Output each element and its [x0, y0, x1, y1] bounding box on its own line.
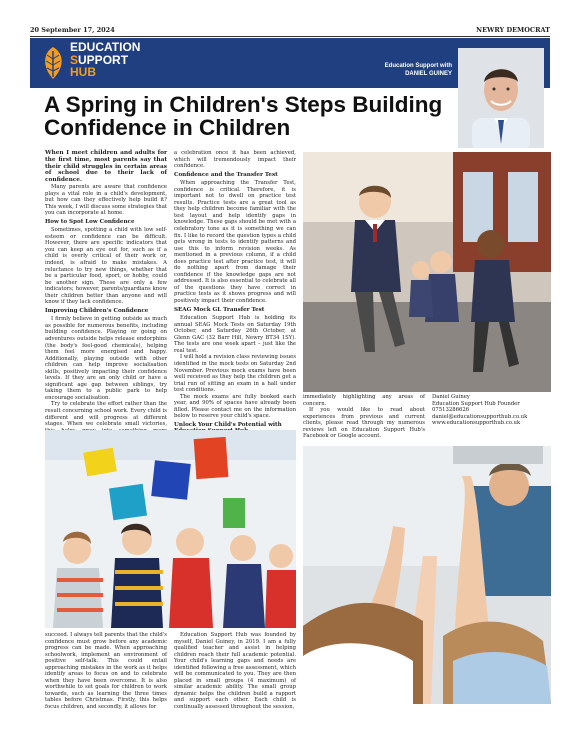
paragraph: When approaching the Transfer Test, confidence is critical. Therefore, it is important not to dwell on practice test results. Practice tests are a great tool as they help children become familiar with the test layout and help identify gaps in knowledge. These gaps should be met with a celebratory tone as it is something we can fix. I like to record the question types a child gets wrong in tests to identify patterns and use this to inform revision weeks. As mentioned in a previous column, if a child does practice test after practice test, it will do nothing apart from damage their confidence if the knowledge gaps are not addressed. It is also essential to celebrate all of the questions they have correct in practice tests as it shows progress and will positively impact their confidence. [174, 180, 296, 305]
page-header [30, 26, 550, 37]
article-column-3 [303, 394, 425, 440]
children-cards-photo [45, 430, 296, 628]
byline [370, 62, 452, 78]
lead-paragraph: When I meet children and adults for the first time, most parents say that their child struggles in certain areas of school due to their lack of confidence. [45, 150, 167, 184]
byline-line-1: Education Support with [384, 63, 452, 69]
paragraph: Education Support Hub is holding its annual SEAG Mock Tests on Saturday 19th October, and Saturday 26th October, at Glenn GAC (32 Barr Hill, Newry BT34 1SY). The tests are one week apart – just like the real test. [174, 315, 296, 354]
contact-phone: 07513286626 [432, 407, 470, 414]
paragraph: Sometimes, spotting a child with low self-esteem or confidence can be difficult. However, there are specific indicators that you can keep an eye out for, such as if a child is overly critical of their work or, indeed, is afraid to make mistakes. A reluctance to try new things, whether that be a particular food, sport, or hobby, could be another sign. These are only a few indicators; however, parents/guardians know their children better than anyone and will know if they lack confidence. [45, 227, 167, 306]
paragraph: The mock exams are fully booked each year, and 90% of spaces have already been filled. Please contact me on the information below to reserve your child's space. [174, 393, 296, 420]
classroom-hands-photo [303, 446, 551, 704]
brand-line-3: HUB [70, 65, 96, 79]
contact-website: www.educationsupporthub.co.uk [432, 420, 521, 427]
page-date: 20 September 17, 2024 [30, 26, 115, 34]
leaf-logo-icon [38, 43, 68, 83]
article-headline: A Spring in Children's Steps Building Confidence in Children [44, 92, 443, 140]
paragraph: a celebration once it has been achieved, which will tremendously impact their confidence. [174, 150, 296, 170]
running-children-photo [303, 152, 551, 392]
subheading: Improving Children's Confidence [45, 307, 149, 314]
subheading: Unlock Your Child's Potential with [174, 421, 282, 428]
subheading: SEAG Mock GL Transfer Test [174, 306, 265, 313]
paragraph: I will hold a revision class reviewing issues identified in the mock tests on Saturday 2nd November. Previous mock exams have been well received as they help the children get a trial run of sitting an exam in a hall under test conditions. [174, 354, 296, 394]
brand-line-2: SUPPORT [70, 52, 129, 67]
subheading: How to Spot Low Confidence [45, 218, 135, 225]
paragraph: Try to celebrate the effort rather than the result concerning school work. Every child is different and will progress at different stages. When we celebrate small victories, [45, 401, 167, 428]
brand-logo-text [70, 41, 140, 79]
author-photo [458, 48, 544, 148]
article-column-2 [174, 150, 296, 437]
brand-line-1: EDUCATION [70, 40, 141, 54]
paragraph: immediately highlighting any areas of concern. [303, 394, 425, 407]
contact-role: Education Support Hub Founder [432, 400, 520, 407]
paragraph: If you would like to read about experiences from previous and current clients, please read through my numerous reviews left on Education Support Hub's Facebook or Google account. [303, 407, 425, 440]
contact-email: daniel@educationsupporthub.co.uk [432, 413, 528, 420]
contact-block [432, 394, 552, 427]
paragraph: succeed. I always tell parents that the child's confidence must grow before any academic progress can be made. When approaching schoolwork, implement an environment of positive self-talk. This could entail approaching mistakes in the work as it helps identify areas to focus on and to celebrate when they have been overcome. It is also worthwhile to set goals for children to work towards, such as learning the three times tables before Christmas. Firstly, this helps focus children, and secondly, it allows for [45, 632, 167, 711]
paragraph: I firmly believe in getting outside as much as possible for numerous benefits, including building confidence. Playing or going on adventures outside helps release endorphins (the body's feel-good chemicals), helping them feel more energised and happy. Additionally, playing outside with other children can help improve socialisation skills, positively impacting their confidence levels. If they are an only child or have a significant age gap between siblings, try taking them to a public park to help encourage socialisation. [45, 316, 167, 401]
paragraph: Many parents are aware that confidence plays a vital role in a child's development, but how can they effectively help build it? This week, I will discuss some strategies that you can incorporate at home. [45, 183, 167, 217]
byline-author: DANIEL GUINEY [405, 71, 452, 77]
article-column-1 [45, 150, 167, 447]
article-column-bottom-2 [174, 632, 296, 711]
newspaper-name: NEWRY DEMOCRAT [476, 26, 550, 34]
paragraph: Education Support Hub was founded by myself, Daniel Guiney, in 2019. I am a fully qualified teacher and assist in helping children reach their full academic potential. Your child's learning gaps and needs are identified following a free assessment, which will be communicated to you. They are then placed in small groups (4 maximum) of similar academic ability. The small group dynamic helps the children build a rapport and support each other. Each child is continually assessed throughout the session, [174, 632, 296, 711]
article-column-bottom-1 [45, 632, 167, 711]
contact-name: Daniel Guiney [432, 394, 470, 400]
subheading: Confidence and the Transfer Test [174, 171, 278, 178]
